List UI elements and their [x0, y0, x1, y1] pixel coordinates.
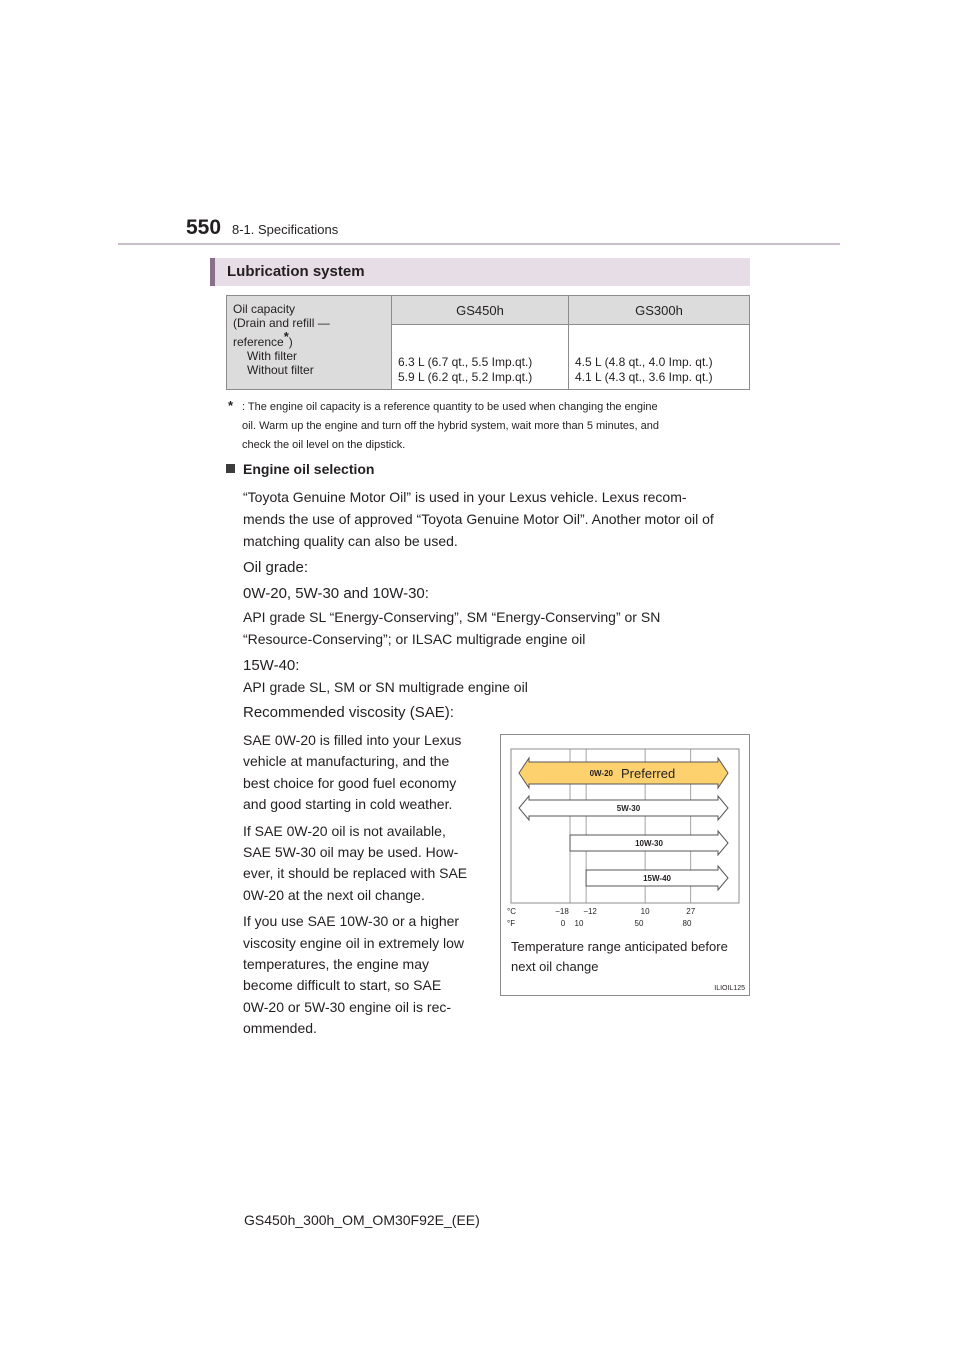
grade1-line-2: “Resource-Conserving”; or ILSAC multigrade engine oil [243, 631, 586, 647]
grade1-text [243, 606, 746, 650]
visc-line-9: If you use SAE 10W-30 or a higher [243, 913, 460, 930]
header-rule [118, 243, 840, 245]
col-header-gs450h: GS450h [392, 296, 569, 325]
visc-line-14: ommended. [243, 1020, 317, 1037]
chart-tick-c-2: 10 [640, 907, 650, 916]
visc-line-3: best choice for good fuel economy [243, 774, 457, 791]
intro-paragraph [243, 486, 746, 552]
label-line-1: Oil capacity [233, 302, 296, 316]
visc-line-1: SAE 0W-20 is filled into your Lexus [243, 732, 462, 748]
chart-tick-f-3: 80 [682, 919, 692, 928]
col-header-gs300h: GS300h [569, 296, 750, 325]
grade1-line-1: API grade SL “Energy-Conserving”, SM “Energy-Conserving” or SN [243, 609, 661, 625]
square-bullet-icon [226, 464, 235, 473]
gs450h-values [392, 325, 569, 390]
visc-line-12: become difficult to start, so SAE [243, 977, 442, 994]
footnote [228, 398, 748, 455]
visc-line-13: 0W-20 or 5W-30 engine oil is rec- [243, 998, 452, 1015]
chart-tick-f-1: 10 [574, 919, 584, 928]
oil-capacity-label-cell [227, 296, 392, 390]
page-number: 550 [186, 216, 222, 239]
engine-oil-selection-heading [226, 461, 374, 477]
gs300h-values [569, 325, 750, 390]
viscosity-paragraphs [243, 730, 480, 1040]
grade2-text: API grade SL, SM or SN multigrade engine oil [243, 679, 528, 695]
chart-tick-c-1: −12 [583, 907, 597, 916]
visc-line-6: SAE 5W-30 oil may be used. How- [243, 844, 459, 861]
chart-image-id: ILIOIL125 [714, 985, 745, 992]
visc-line-2: vehicle at manufacturing, and the [243, 753, 450, 770]
visc-line-8: 0W-20 at the next oil change. [243, 886, 425, 903]
oil-grade-label: Oil grade: [243, 559, 309, 576]
visc-line-7: ever, it should be replaced with SAE [243, 865, 468, 882]
chart-tick-f-2: 50 [634, 919, 644, 928]
label-close-paren: ) [288, 335, 293, 349]
oil-capacity-table [226, 295, 750, 390]
visc-line-10: viscosity engine oil in extremely low [243, 934, 464, 951]
label-reference: reference [233, 335, 284, 349]
visc-line-11: temperatures, the engine may [243, 956, 429, 973]
intro-line-2: mends the use of approved “Toyota Genuine Motor Oil”. Another motor oil of [243, 511, 714, 527]
footer-doc-id: GS450h_300h_OM_OM30F92E_(EE) [244, 1212, 480, 1228]
chart-unit-c: °C [507, 907, 516, 916]
gs450h-with-filter: 6.3 L (6.7 qt., 5.5 Imp.qt.) [398, 355, 533, 369]
footnote-asterisk: * [228, 398, 234, 413]
lubrication-heading-band [210, 258, 750, 286]
chart-unit-f: °F [507, 919, 516, 928]
viscosity-label: Recommended viscosity (SAE): [243, 704, 454, 721]
chart-bar-label-5w-30: 5W-30 [616, 804, 641, 813]
chart-tick-f-0: 0 [560, 919, 566, 928]
gs450h-without-filter: 5.9 L (6.2 qt., 5.2 Imp.qt.) [398, 370, 533, 384]
label-with-filter: With filter [247, 349, 298, 363]
label-asterisk: * [283, 329, 289, 344]
chart-tick-c-0: −18 [555, 907, 569, 916]
viscosity-chart [500, 734, 750, 996]
intro-line-1: “Toyota Genuine Motor Oil” is used in your Lexus vehicle. Lexus recom- [243, 489, 687, 505]
gs300h-without-filter: 4.1 L (4.3 qt., 3.6 Imp. qt.) [575, 370, 713, 384]
label-line-2: (Drain and refill — [233, 316, 330, 330]
visc-line-4: and good starting in cold weather. [243, 796, 453, 813]
chart-bar-label-10w-30: 10W-30 [635, 839, 663, 848]
section-title: 8-1. Specifications [232, 222, 339, 237]
visc-line-5: If SAE 0W-20 oil is not available, [243, 822, 446, 839]
grade1-title: 0W-20, 5W-30 and 10W-30: [243, 585, 429, 602]
gs300h-with-filter: 4.5 L (4.8 qt., 4.0 Imp. qt.) [575, 355, 713, 369]
footnote-line-1: : The engine oil capacity is a reference quantity to be used when changing the engine [242, 401, 658, 413]
lubrication-title: Lubrication system [227, 263, 365, 280]
grade2-title: 15W-40: [243, 657, 300, 674]
label-line-3 [233, 330, 385, 349]
footnote-line-2: oil. Warm up the engine and turn off the hybrid system, wait more than 5 minutes, and [242, 420, 659, 432]
footnote-line-3: check the oil level on the dipstick. [242, 439, 406, 451]
chart-tick-c-3: 27 [686, 907, 696, 916]
chart-bar-label-0w-20: 0W-20 [589, 769, 613, 778]
intro-line-3: matching quality can also be used. [243, 533, 458, 549]
chart-xlabel: Temperature range anticipated before next oil change [511, 939, 728, 974]
engine-oil-selection-title: Engine oil selection [243, 461, 375, 477]
chart-bar-label-15w-40: 15W-40 [643, 874, 671, 883]
label-without-filter: Without filter [247, 363, 314, 377]
chart-bar-extra-label: Preferred [621, 766, 676, 781]
